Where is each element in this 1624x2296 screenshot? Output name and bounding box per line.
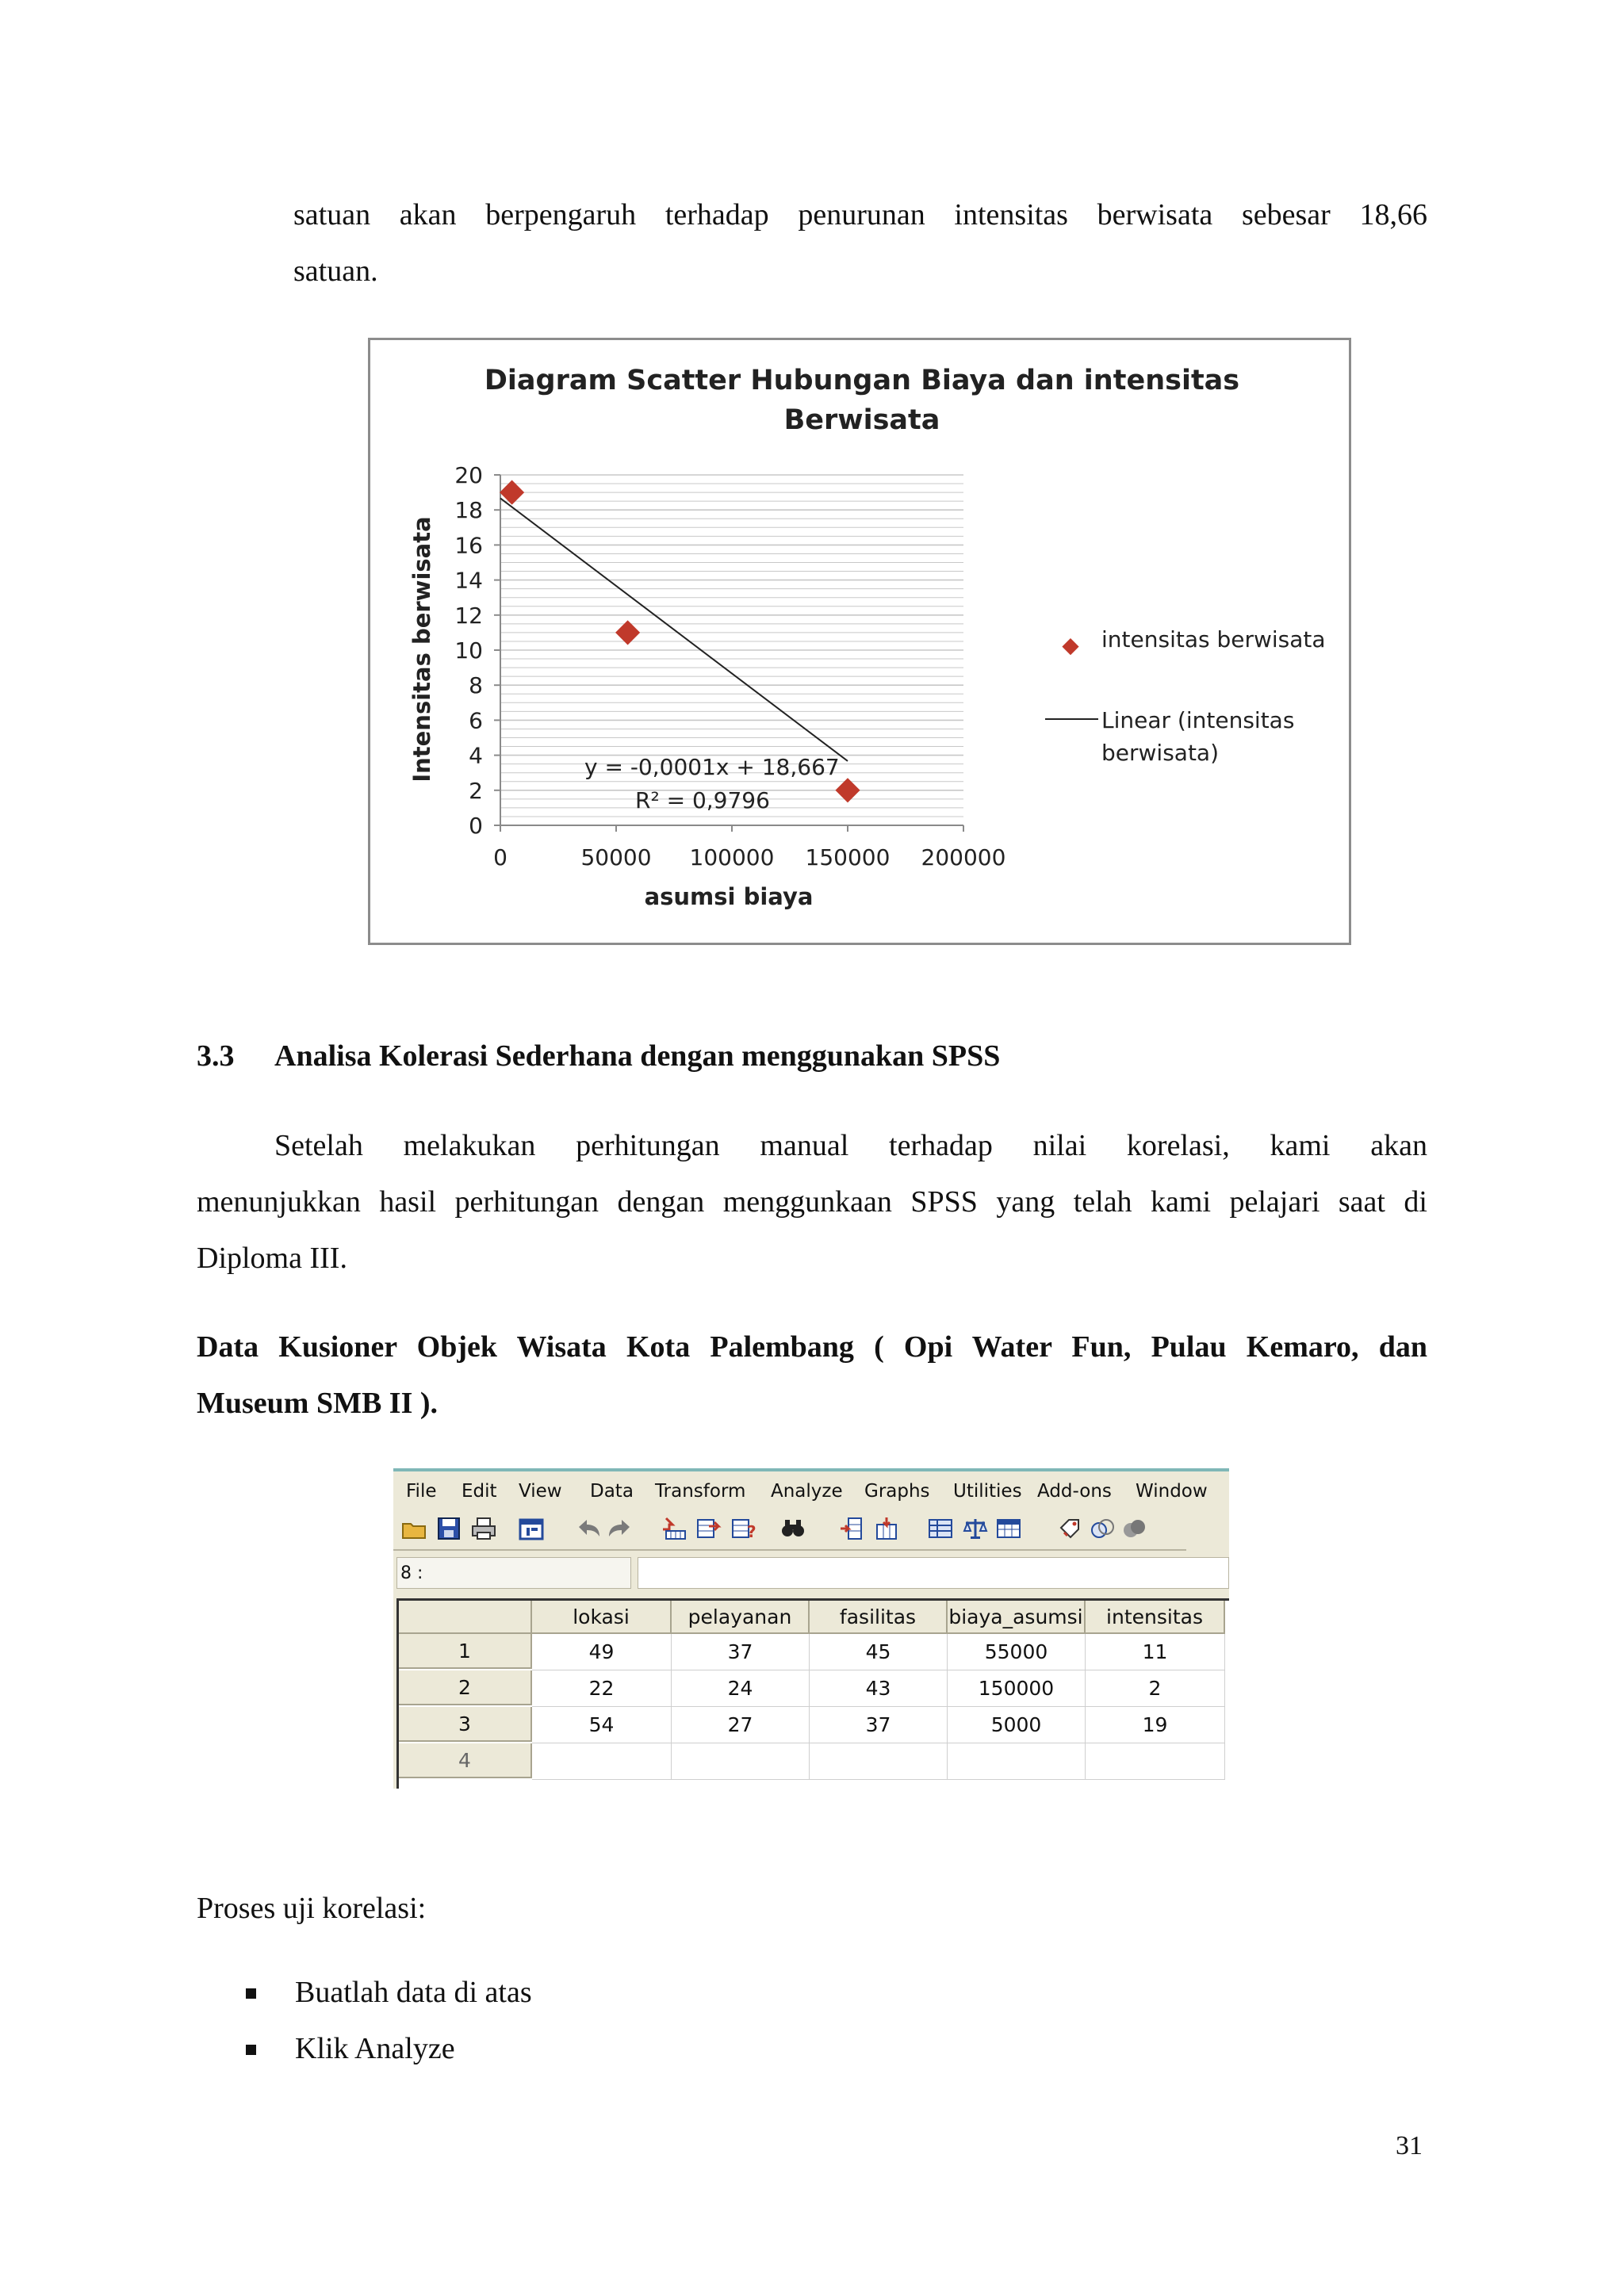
- chart-x-tick-labels: [493, 844, 1005, 871]
- find-icon[interactable]: [779, 1514, 807, 1543]
- top-paragraph-line-1: satuan akan berpengaruh terhadap penurunan intensitas berwisata sebesar 18,66: [293, 198, 1427, 232]
- column-header-fasilitas[interactable]: fasilitas: [810, 1601, 948, 1634]
- cell-r4-biaya-asumsi[interactable]: [948, 1743, 1086, 1780]
- menu-data[interactable]: Data: [590, 1481, 634, 1502]
- cell-r3-biaya-asumsi[interactable]: 5000: [948, 1707, 1086, 1743]
- chart-y-axis-label: Intensitas berwisata: [408, 516, 435, 783]
- column-header-biaya-asumsi[interactable]: biaya_asumsi: [948, 1601, 1086, 1634]
- insert-cases-icon[interactable]: [837, 1514, 866, 1543]
- cell-r2-intensitas[interactable]: 2: [1086, 1670, 1225, 1707]
- column-header-pelayanan[interactable]: pelayanan: [672, 1601, 810, 1634]
- chart-y-tick-label: 12: [454, 602, 483, 629]
- data-title-line-2: Museum SMB II ).: [197, 1387, 439, 1420]
- chart-x-tick-label: 50000: [580, 844, 652, 871]
- value-labels-icon[interactable]: [1056, 1514, 1085, 1543]
- cell-r1-biaya-asumsi[interactable]: 55000: [948, 1634, 1086, 1670]
- save-icon[interactable]: [435, 1514, 463, 1543]
- menu-transform[interactable]: Transform: [655, 1481, 746, 1502]
- cell-r2-pelayanan[interactable]: 24: [672, 1670, 810, 1707]
- chart-y-tick-label: 6: [469, 707, 483, 734]
- cell-r4-lokasi[interactable]: [532, 1743, 672, 1780]
- menu-view[interactable]: View: [519, 1481, 562, 1502]
- chart-x-tick-label: 200000: [921, 844, 1006, 871]
- chart-title-line-1: Diagram Scatter Hubungan Biaya dan intensitas: [484, 365, 1240, 396]
- chart-y-tick-label: 18: [454, 497, 483, 524]
- spss-data-grid: [396, 1598, 1229, 1789]
- legend-points-label: intensitas berwisata: [1101, 626, 1326, 652]
- page-number: 31: [1396, 2131, 1423, 2160]
- spss-intro-paragraph: [197, 1118, 1427, 1287]
- print-icon[interactable]: [469, 1514, 498, 1543]
- chart-x-tick-label: 0: [493, 844, 508, 871]
- legend-point-marker: [1062, 638, 1078, 655]
- use-sets-icon[interactable]: [1088, 1514, 1116, 1543]
- cell-r4-intensitas[interactable]: [1086, 1743, 1225, 1780]
- menu-graphs[interactable]: Graphs: [864, 1481, 930, 1502]
- menu-add-ons[interactable]: Add-ons: [1037, 1481, 1112, 1502]
- chart-trendline: [500, 498, 848, 761]
- column-header-lokasi[interactable]: lokasi: [532, 1601, 672, 1634]
- goto-case-icon[interactable]: [660, 1514, 688, 1543]
- chart-y-tick-labels: [454, 462, 483, 839]
- process-steps-list: [246, 1965, 532, 2077]
- menu-file[interactable]: File: [406, 1481, 437, 1502]
- process-step-2-text: Klik Analyze: [295, 2032, 455, 2065]
- show-all-icon[interactable]: [1120, 1514, 1148, 1543]
- scatter-chart-svg: [370, 340, 1349, 943]
- cell-r1-lokasi[interactable]: 49: [532, 1634, 672, 1670]
- chart-y-tick-label: 0: [469, 813, 483, 839]
- chart-y-tick-label: 16: [454, 532, 483, 559]
- split-file-icon[interactable]: [926, 1514, 955, 1543]
- top-paragraph: [293, 187, 1427, 300]
- chart-trendline-group: [500, 498, 848, 761]
- spss-window-top-border: [393, 1468, 1229, 1471]
- cell-r3-pelayanan[interactable]: 27: [672, 1707, 810, 1743]
- variables-icon[interactable]: [730, 1514, 758, 1543]
- section-number: 3.3: [197, 1039, 235, 1073]
- cell-r4-pelayanan[interactable]: [672, 1743, 810, 1780]
- column-header-intensitas[interactable]: intensitas: [1086, 1601, 1225, 1634]
- chart-x-tick-label: 150000: [805, 844, 891, 871]
- bullet-square-icon: [246, 1988, 256, 1999]
- row-header-3[interactable]: 3: [399, 1707, 532, 1742]
- chart-y-tick-label: 10: [454, 637, 483, 664]
- chart-r-squared-label: R² = 0,9796: [635, 787, 770, 813]
- spss-corner-cell[interactable]: [399, 1601, 532, 1634]
- process-step-2: [246, 2021, 532, 2077]
- menu-window[interactable]: Window: [1136, 1481, 1208, 1502]
- insert-variable-icon[interactable]: [872, 1514, 901, 1543]
- chart-title-line-2: Berwisata: [783, 404, 940, 436]
- chart-y-tick-label: 8: [469, 672, 483, 699]
- open-icon[interactable]: [400, 1514, 428, 1543]
- weight-cases-icon[interactable]: [961, 1514, 990, 1543]
- cell-r1-fasilitas[interactable]: 45: [810, 1634, 948, 1670]
- select-cases-icon[interactable]: [994, 1514, 1023, 1543]
- cell-r2-lokasi[interactable]: 22: [532, 1670, 672, 1707]
- row-header-4[interactable]: 4: [399, 1743, 532, 1778]
- cell-r4-fasilitas[interactable]: [810, 1743, 948, 1780]
- cell-r1-pelayanan[interactable]: 37: [672, 1634, 810, 1670]
- chart-x-axis-label: asumsi biaya: [644, 883, 814, 910]
- scatter-chart: [368, 338, 1351, 945]
- spss-data-editor: [393, 1468, 1229, 1789]
- chart-y-tick-label: 4: [469, 742, 483, 769]
- chart-y-tick-label: 14: [454, 567, 483, 594]
- spss-intro-line-2: menunjukkan hasil perhitungan dengan menggunkaan SPSS yang telah kami pelajari saat di: [197, 1185, 1427, 1219]
- chart-x-tick-label: 100000: [689, 844, 775, 871]
- cell-r1-intensitas[interactable]: 11: [1086, 1634, 1225, 1670]
- section-title: Analisa Kolerasi Sederhana dengan menggunakan SPSS: [274, 1039, 1001, 1073]
- cell-r3-lokasi[interactable]: 54: [532, 1707, 672, 1743]
- row-header-1[interactable]: 1: [399, 1634, 532, 1669]
- dialog-recall-icon[interactable]: [517, 1514, 546, 1543]
- chart-y-tick-label: 20: [454, 462, 483, 488]
- redo-icon[interactable]: [606, 1514, 634, 1543]
- menu-edit[interactable]: Edit: [462, 1481, 497, 1502]
- legend-linear-label-line-2: berwisata): [1101, 740, 1219, 766]
- data-title-line-1: Data Kusioner Objek Wisata Kota Palembang ( Opi Water Fun, Pulau Kemaro, dan: [197, 1330, 1427, 1364]
- data-title: [197, 1319, 1427, 1432]
- cell-r2-biaya-asumsi[interactable]: 150000: [948, 1670, 1086, 1707]
- menu-analyze[interactable]: Analyze: [771, 1481, 843, 1502]
- process-step-1-text: Buatlah data di atas: [295, 1976, 532, 2009]
- svg-text:?: ?: [747, 1522, 756, 1540]
- legend-linear-label-line-1: Linear (intensitas: [1101, 707, 1295, 733]
- menu-utilities[interactable]: Utilities: [953, 1481, 1022, 1502]
- process-step-1: [246, 1965, 532, 2021]
- spss-cell-value-field[interactable]: [638, 1557, 1229, 1589]
- spss-intro-line-1: Setelah melakukan perhitungan manual terhadap nilai korelasi, kami akan: [274, 1129, 1427, 1162]
- spss-intro-line-3: Diploma III.: [197, 1242, 347, 1275]
- cell-r3-intensitas[interactable]: 19: [1086, 1707, 1225, 1743]
- spss-cell-reference: 8 :: [396, 1557, 631, 1589]
- bullet-square-icon: [246, 2045, 256, 2055]
- undo-icon[interactable]: [574, 1514, 603, 1543]
- cell-r2-fasilitas[interactable]: 43: [810, 1670, 948, 1707]
- chart-y-tick-label: 2: [469, 777, 483, 804]
- process-intro: Proses uji korelasi:: [197, 1892, 427, 1925]
- chart-equation-label: y = -0,0001x + 18,667: [584, 754, 840, 780]
- spss-menubar: [393, 1476, 1229, 1508]
- row-header-2[interactable]: 2: [399, 1670, 532, 1705]
- top-paragraph-line-2: satuan.: [293, 254, 378, 288]
- goto-variable-icon[interactable]: [695, 1514, 723, 1543]
- cell-r3-fasilitas[interactable]: 37: [810, 1707, 948, 1743]
